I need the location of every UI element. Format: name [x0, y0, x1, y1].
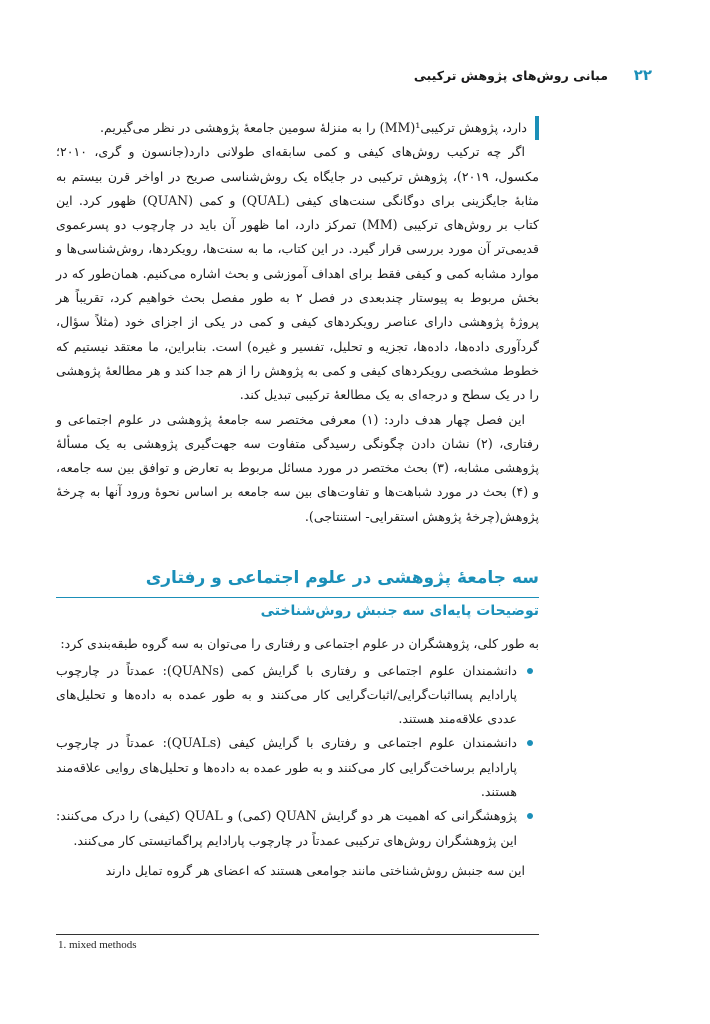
running-header — [60, 66, 652, 94]
bullet-dot-icon — [527, 668, 533, 674]
paragraph-3: این فصل چهار هدف دارد: (۱) معرفی مختصر سه جامعهٔ پژوهشی در علوم اجتماعی و رفتاری، (۲) نشان دادن چگونگی رسیدگی متفاوت سه جهت‌گیری پژوهشی به یک مسألهٔ پژوهشی مشابه، (۳) بحث مختصر در مورد مسائل مربوط به تعارض و توافق بین سه جامعه، و (۴) بحث در مورد شباهت‌ها و تفاوت‌های بین سه جامعه بر اساس نحوهٔ ورود آنها به چرخهٔ پژوهش(چرخهٔ پژوهش استقرایی- استنتاجی). — [56, 411, 540, 524]
running-title: مبانی روش‌های پژوهش ترکیبی — [413, 68, 608, 83]
section-heading — [56, 563, 539, 598]
paragraph-1: دارد، پژوهش ترکیبی¹(MM) را به منزلهٔ سومین جامعهٔ پژوهشی در نظر می‌گیریم. — [100, 120, 527, 135]
bullet-text: دانشمندان علوم اجتماعی و رفتاری با گرایش کیفی (QUALs): عمدتاً در چارچوب پارادایم برساخت‌گرایی کار می‌کنند و به طور عمده به داده‌ها و تحلیل‌های روایی علاقه‌مند هستند. — [56, 735, 517, 800]
first-paragraph-row — [56, 116, 539, 140]
section-body — [56, 632, 539, 884]
subsection-heading: توضیحات پایه‌ای سه جنبش روش‌شناختی — [260, 603, 539, 619]
list-item — [56, 659, 539, 732]
list-item — [56, 804, 539, 853]
intro-text — [56, 116, 539, 529]
closing-paragraph: این سه جنبش روش‌شناختی مانند جوامعی هستند که اعضای هر گروه تمایل دارند — [105, 862, 525, 878]
bullet-list — [56, 659, 539, 853]
bullet-text: پژوهشگرانی که اهمیت هر دو گرایش QUAN (کمی) و QUAL (کیفی) را درک می‌کنند: این پژوهشگران روش‌های ترکیبی عمدتاً در چارچوب پارادایم پراگماتیستی کار می‌کنند. — [56, 808, 517, 848]
paragraph-2: اگر چه ترکیب روش‌های کیفی و کمی سابقه‌ای طولانی دارد(جانسون و گری، ۲۰۱۰؛ مکسول، ۲۰۱۹)، پژوهش ترکیبی در جایگاه یک روش‌شناسی صریح در اواخر قرن بیستم به مثابهٔ جایگزینی برای دوگانگی سنت‌های کیفی (QUAL) و کمی (QUAN) ظهور کرد. این کتاب بر روش‌های ترکیبی (MM) تمرکز دارد، اما ظهور آن باید در چارچوب دو پسرعموی قدیمی‌تر آن مورد بررسی قرار گیرد. در این کتاب، ما به سنت‌ها، رویکردها، روش‌شناسی‌ها و موارد مشابه کمی و کیفی فقط برای اهداف آموزشی و بحث اشاره می‌کنیم. همان‌طور که در بخش مربوط به پیوستار چندبعدی در فصل ۲ به طور مفصل بحث خواهیم کرد، تقریباً هر پروژهٔ پژوهشی دارای عناصر رویکردهای کیفی و کمی در یکی از اجزای خود (مثلاً سؤال، گردآوری داده‌ها، داده‌ها، تجزیه و تحلیل، تفسیر و غیره) است. بنابراین، ما معتقد نیستیم که خطوط مشخصی رویکردهای کیفی و کمی به پژوهش را از هم جدا کند و هر مطالعهٔ پژوهشی را در یک سطح و درجه‌ای به یک مطالعهٔ ترکیبی تبدیل کند. — [56, 144, 539, 403]
section-heading-text: سه جامعهٔ پژوهشی در علوم اجتماعی و رفتاری — [145, 568, 539, 588]
page-number: ۲۲ — [633, 66, 652, 84]
bullet-dot-icon — [527, 813, 533, 819]
bullet-dot-icon — [527, 740, 533, 746]
footnote-divider — [56, 934, 539, 935]
list-item — [56, 731, 539, 804]
accent-bar — [535, 116, 539, 140]
lead-paragraph: به طور کلی، پژوهشگران در علوم اجتماعی و رفتاری را می‌توان به سه گروه طبقه‌بندی کرد: — [60, 636, 539, 651]
bullet-text: دانشمندان علوم اجتماعی و رفتاری با گرایش کمی (QUANs): عمدتاً در چارچوب پارادایم پسااثبات‌گرایی/اثبات‌گرایی کار می‌کنند و به طور عمده به داده‌ها و تحلیل‌های عددی علاقه‌مند هستند. — [56, 662, 517, 727]
footnote: 1. mixed methods — [58, 939, 137, 951]
